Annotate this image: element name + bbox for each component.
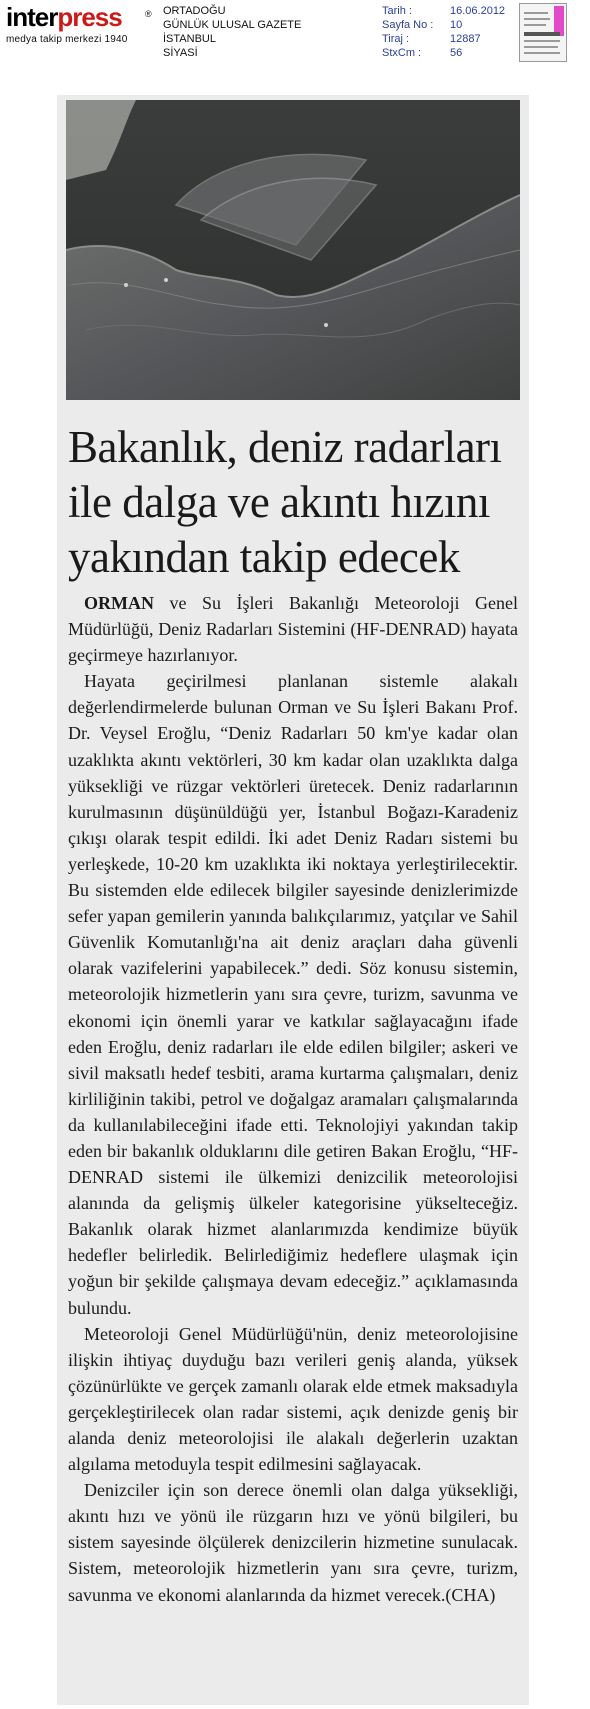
satellite-map-image: [66, 100, 520, 400]
stat-circulation: Tiraj : 12887: [382, 33, 481, 45]
clipping-stats: [382, 4, 505, 60]
stat-column-cm: StxCm : 56: [382, 47, 463, 59]
stat-page: Sayfa No : 10: [382, 19, 463, 31]
logo-tagline: medya takip merkezi 1940: [6, 34, 128, 45]
lead-paragraph: [68, 590, 518, 668]
article-headline: Bakanlık, deniz radarları ile dalga ve akıntı hızını yakından takip edecek: [68, 422, 502, 582]
publication-info: [163, 4, 301, 60]
lead-word: ORMAN: [84, 593, 154, 613]
logo-wordmark: interpress: [6, 2, 122, 32]
satellite-map-icon: [66, 100, 520, 400]
registered-mark: ®: [145, 9, 152, 19]
publication-name: ORTADOĞU: [163, 5, 226, 17]
stat-date: Tarih : 16.06.2012: [382, 5, 506, 17]
body-paragraph-2: Meteoroloji Genel Müdürlüğü'nün, deniz meteorolojisine ilişkin ihtiyaç duyduğu bazı verileri geniş alanda, yüksek çözünürlükte ve gerçek zamanlı olarak elde etmek maksadıyla gerçekleştirilecek olan radar sistemi, açık denizde geniş bir alanda deniz meteorolojisi ile alakalı değerlerin uzaktan algılama metoduyla tespit edilmesini sağlayacak.: [68, 1323, 518, 1475]
page-thumbnail[interactable]: [519, 3, 567, 62]
article-body: [68, 590, 518, 1608]
lead-text: ve Su İşleri Bakanlığı Meteoroloji Genel Müdürlüğü, Deniz Radarları Sistemini (HF-DENRAD) hayata geçirmeye hazırlanıyor.: [68, 593, 518, 666]
body-paragraph-1: Hayata geçirilmesi planlanan sistemle alakalı değerlendirmelerde bulunan Orman ve Su İşleri Bakanı Prof. Dr. Veysel Eroğlu, “Deniz Radarları 50 km'ye kadar olan uzaklıkta akıntı vektörleri, 30 km kadar olan uzaklıkta dalga yüksekliği ve rüzgar vektörleri üretecek. Deniz radarlarının kurulmasının düşünüldüğü yer, İstanbul Boğazı-Karadeniz çıkışı olarak tespit edildi. İki adet Deniz Radarı sistemi bu yerleşkede, 10-20 km uzaklıkta iki noktaya yerleştirilecektir. Bu sistemden elde edilecek bilgiler sayesinde denizlerimizde sefer yapan gemilerin yanında balıkçılarımız, yatçılar ve Sahil Güvenlik Komutanlığı'na ait deniz araçları daha güvenli olarak vazifelerini yapabilecek.” dedi. Söz konusu sistemin, meteorolojik hizmetlerin yanı sıra çevre, turizm, savunma ve ekonomi için önemli yarar ve katkılar sağlayacağını ifade eden Eroğlu, deniz radarları ile elde edilen bilgiler; askeri ve sivil maksatlı hedef tesbiti, arama kurtarma çalışmaları, deniz kirliliğinin takibi, petrol ve doğalgaz aramaları çalışmalarında da kullanılabileceğini ifade etti. Teknolojiyi yakından takip eden bir bakanlık olduklarını dile getiren Bakan Eroğlu, “HF-DENRAD sistemi ile ülkemizi denizcilik meteorolojisi alanında da gelişmiş ülkeler kategorisine yükselteceğiz. Bakanlık olarak hizmet alanlarımızda kendimize büyük hedefler belirledik. Belirlediğimiz hedeflere ulaşmak için yoğun bir şekilde çalışmaya devam edeceğiz.” açıklamasında bulundu.: [68, 671, 518, 1318]
clipping-header: [0, 0, 590, 62]
publication-section: SİYASİ: [163, 47, 198, 59]
body-paragraph-3: Denizciler için son derece önemli olan dalga yüksekliği, akıntı hızı ve yönü ile rüzgarın hızı ve yönü bilgileri, bu sistem sayesinde ölçülerek denizcilerin hizmetine sunulacak. Sistem, meteorolojik hizmetlerin yanı sıra çevre, turizm, savunma ve ekonomi alanlarında da hizmet verecek.(CHA): [68, 1480, 518, 1605]
publication-city: İSTANBUL: [163, 33, 216, 45]
interpress-logo: [6, 4, 156, 50]
publication-type: GÜNLÜK ULUSAL GAZETE: [163, 19, 302, 31]
